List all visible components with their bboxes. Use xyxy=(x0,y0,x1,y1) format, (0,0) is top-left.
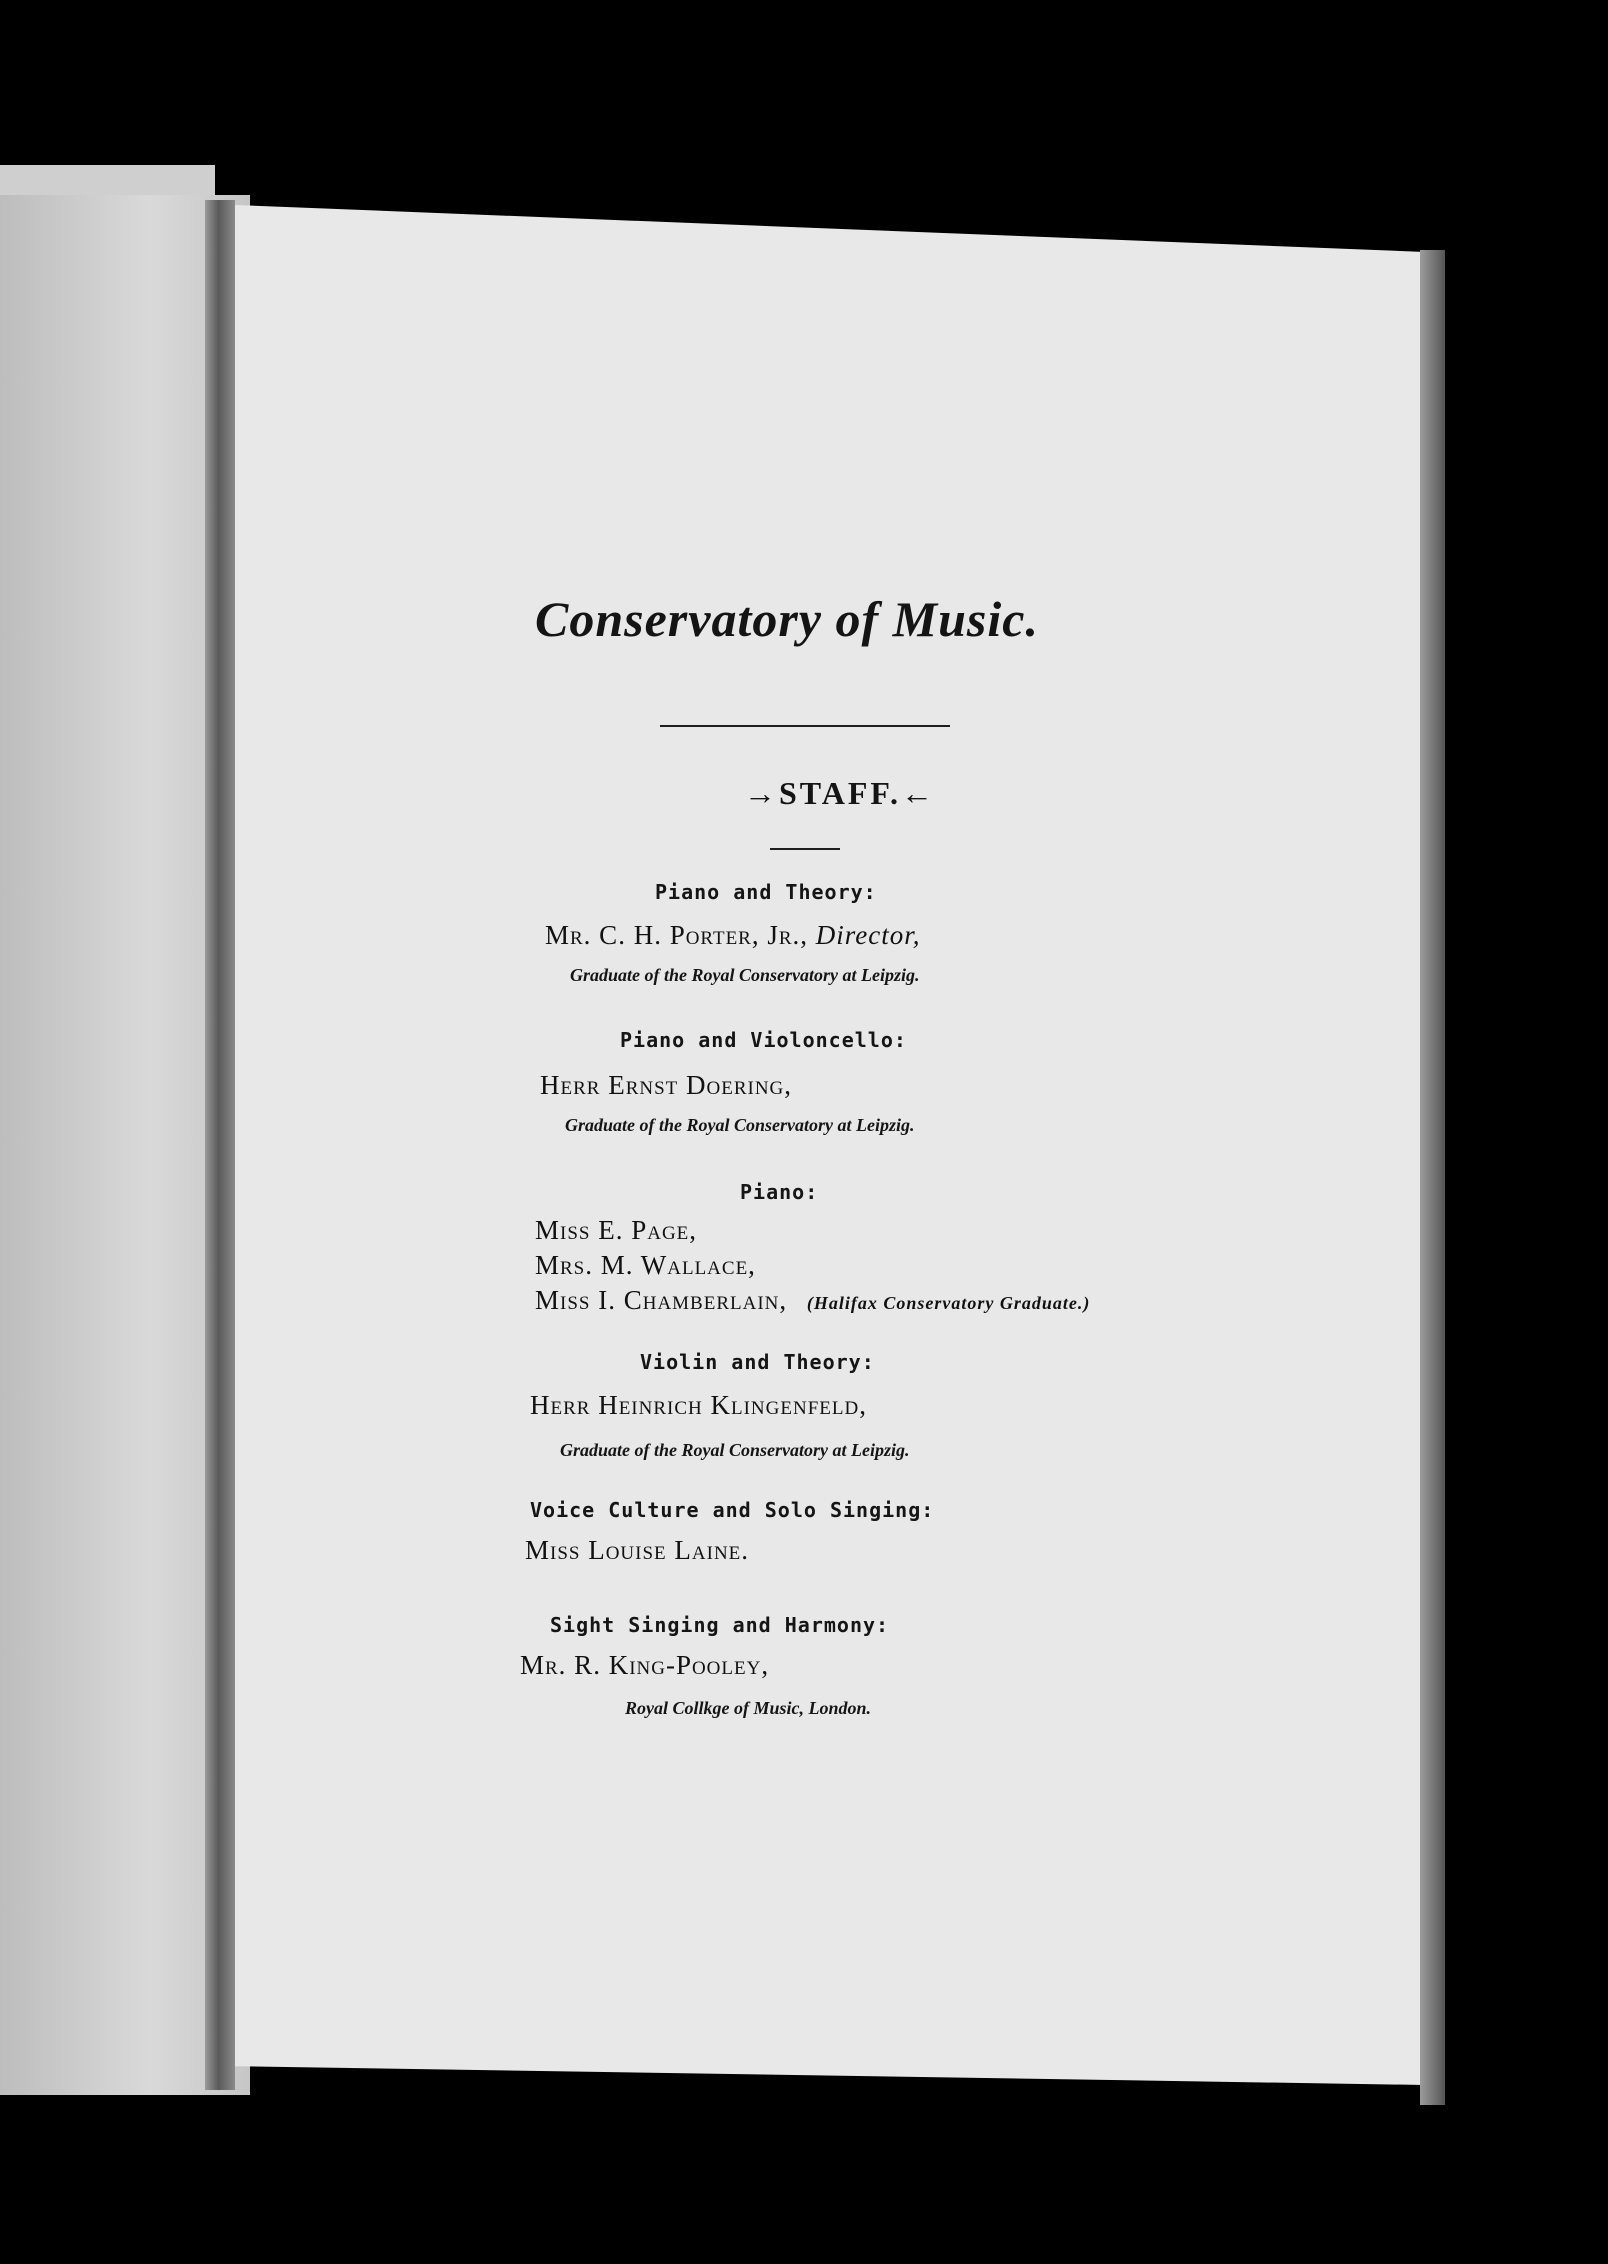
section-heading: Violin and Theory: xyxy=(640,1350,875,1374)
staff-rule xyxy=(770,848,840,850)
section-heading: Sight Singing and Harmony: xyxy=(550,1613,890,1637)
staff-member-name: Miss E. Page, xyxy=(535,1215,698,1245)
member-name: Mr. C. H. Porter, Jr., xyxy=(545,920,809,950)
member-credential: Graduate of the Royal Conservatory at Leipzig. xyxy=(560,1440,910,1460)
member-note: (Halifax Conservatory Graduate.) xyxy=(806,1293,1091,1313)
staff-member-name: Herr Ernst Doering, xyxy=(540,1070,793,1100)
section-heading: Voice Culture and Solo Singing: xyxy=(530,1498,935,1522)
staff-member-name: Mrs. M. Wallace, xyxy=(535,1250,756,1280)
section-heading: Piano: xyxy=(740,1180,819,1204)
book-spine xyxy=(205,200,235,2090)
staff-member-name: Miss Louise Laine. xyxy=(525,1535,750,1565)
page-title: Conservatory of Music. xyxy=(535,591,1039,647)
right-page xyxy=(235,205,1425,2085)
page-edge xyxy=(1420,250,1445,2105)
staff-member-name: Mr. R. King-Pooley, xyxy=(520,1650,770,1680)
section-heading: Piano and Theory: xyxy=(655,880,877,904)
member-credential: Graduate of the Royal Conservatory at Leipzig. xyxy=(565,1115,915,1135)
member-credential: Royal Collkge of Music, London. xyxy=(625,1698,872,1718)
member-credential: Graduate of the Royal Conservatory at Leipzig. xyxy=(570,965,920,985)
staff-member-name xyxy=(545,920,921,951)
title-rule xyxy=(660,725,950,727)
staff-heading: →STAFF.← xyxy=(743,775,937,811)
staff-member-name xyxy=(535,1285,1090,1316)
member-name: Miss I. Chamberlain, xyxy=(535,1285,788,1315)
section-heading: Piano and Violoncello: xyxy=(620,1028,907,1052)
staff-member-name: Herr Heinrich Klingenfeld, xyxy=(530,1390,867,1420)
member-role: Director, xyxy=(815,920,921,950)
